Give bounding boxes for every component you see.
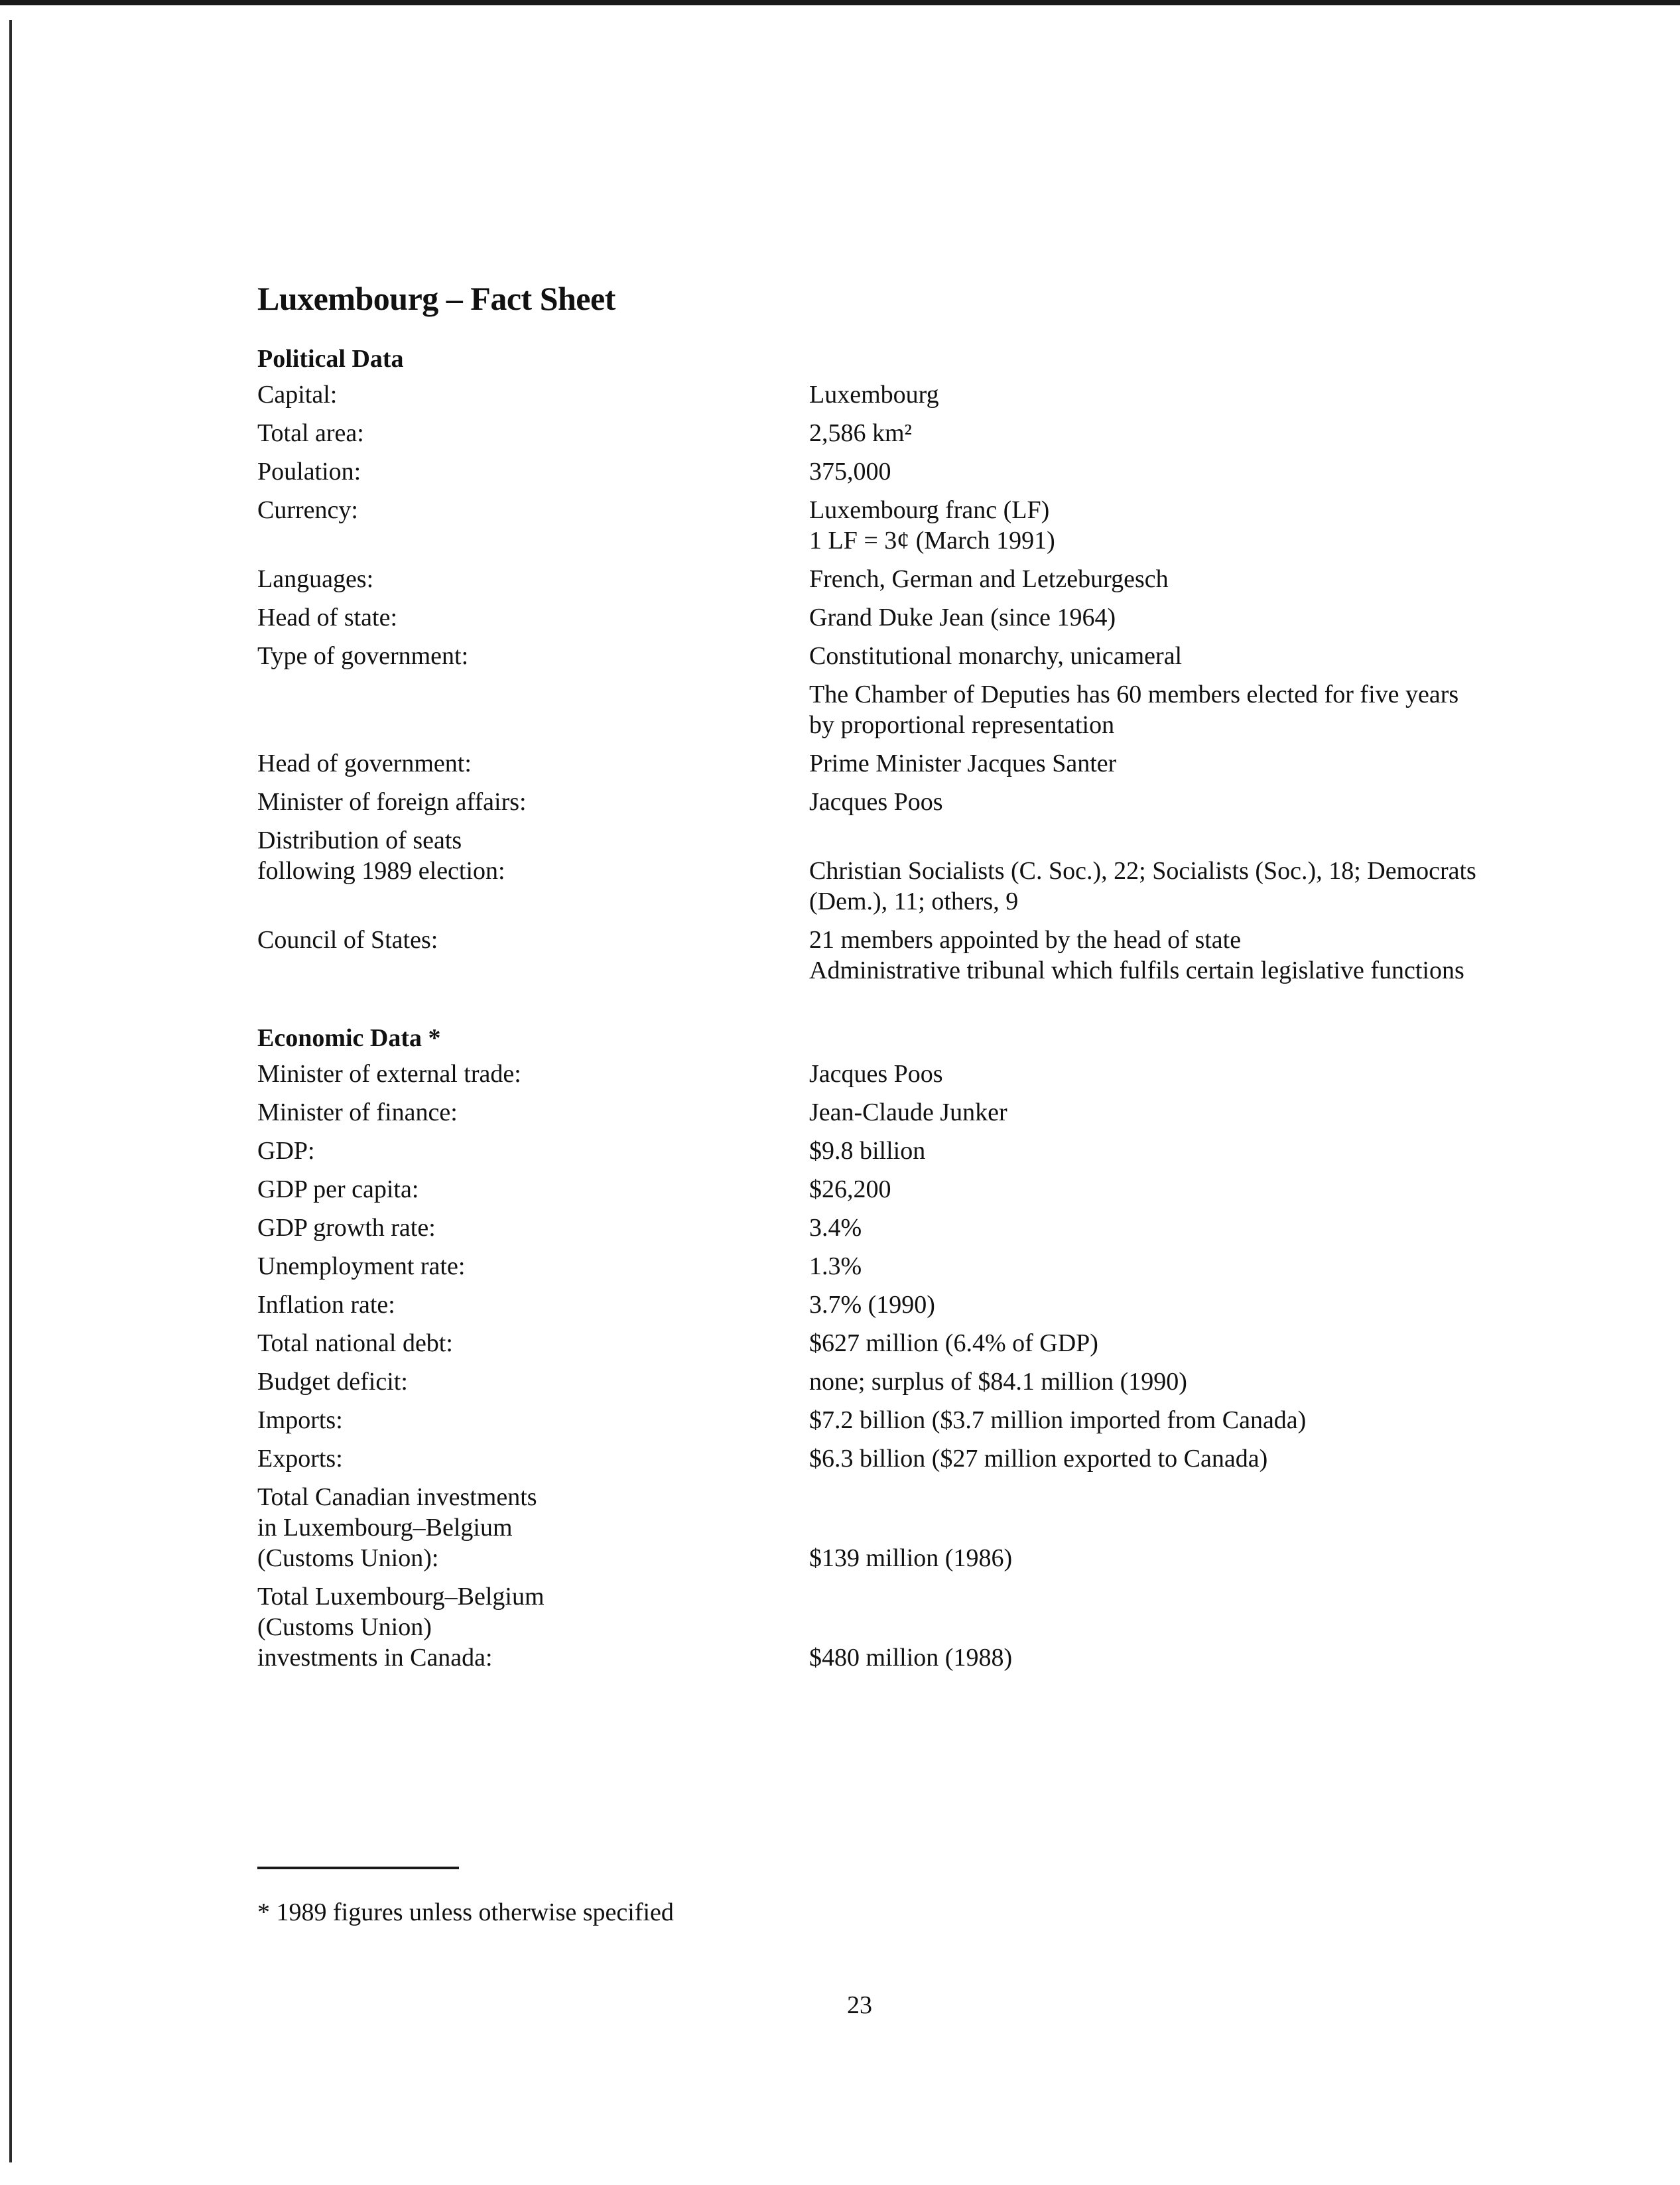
- political-row: [257, 783, 1518, 821]
- economic-row: [257, 1362, 1518, 1401]
- row-value-total-national-debt: $627 million (6.4% of GDP): [809, 1329, 1098, 1357]
- row-label-gdp: GDP:: [257, 1137, 315, 1165]
- footnote: * 1989 figures unless otherwise specified: [257, 1898, 674, 1926]
- row-value-languages: French, German and Letzeburgesch: [809, 565, 1169, 593]
- economic-row: [257, 1132, 1518, 1170]
- row-label-gdp-per-capita: GDP per capita:: [257, 1175, 419, 1203]
- political-data-heading: Political Data: [257, 345, 404, 373]
- row-value-currency: Luxembourg franc (LF) 1 LF = 3¢ (March 1991): [809, 496, 1055, 555]
- row-label-type-of-government: Type of government:: [257, 642, 469, 670]
- row-label-budget-deficit: Budget deficit:: [257, 1368, 408, 1396]
- row-value-council-of-states: 21 members appointed by the head of state Administrative tribunal which fulfils certain legislative functions: [809, 926, 1464, 984]
- row-value-minister-of-finance: Jean-Claude Junker: [809, 1098, 1007, 1126]
- economic-row: [257, 1209, 1518, 1247]
- row-label-total-national-debt: Total national debt:: [257, 1329, 453, 1357]
- economic-row: [257, 1093, 1518, 1132]
- row-value-luxembourg-belgium-investments: $480 million (1988): [809, 1644, 1013, 1672]
- economic-row: [257, 1577, 1518, 1677]
- political-data-rows: [257, 375, 1518, 990]
- political-row: [257, 452, 1518, 491]
- row-label-exports: Exports:: [257, 1445, 343, 1473]
- political-row: [257, 414, 1518, 452]
- row-value-canadian-investments: $139 million (1986): [809, 1544, 1013, 1572]
- footnote-divider: [257, 1867, 459, 1869]
- top-scan-border: [0, 0, 1680, 5]
- economic-row: [257, 1247, 1518, 1286]
- row-label-currency: Currency:: [257, 496, 358, 524]
- economic-row: [257, 1170, 1518, 1209]
- row-value-gdp-per-capita: $26,200: [809, 1175, 891, 1203]
- row-label-gdp-growth-rate: GDP growth rate:: [257, 1214, 436, 1242]
- row-value-exports: $6.3 billion ($27 million exported to Canada): [809, 1445, 1268, 1473]
- row-value-unemployment-rate: 1.3%: [809, 1252, 862, 1280]
- economic-data-section: [257, 1022, 1518, 1677]
- political-row: [257, 560, 1518, 598]
- economic-row: [257, 1478, 1518, 1577]
- row-label-languages: Languages:: [257, 565, 374, 593]
- row-value-inflation-rate: 3.7% (1990): [809, 1291, 935, 1319]
- political-row: [257, 598, 1518, 637]
- row-value-chamber-of-deputies: The Chamber of Deputies has 60 members elected for five years by proportional representation: [809, 681, 1459, 739]
- row-label-minister-of-external-trade: Minister of external trade:: [257, 1060, 521, 1088]
- left-scan-edge: [9, 20, 12, 2162]
- row-value-type-of-government: Constitutional monarchy, unicameral: [809, 642, 1183, 670]
- economic-data-rows: [257, 1055, 1518, 1677]
- row-label-population: Poulation:: [257, 458, 361, 486]
- row-label-unemployment-rate: Unemployment rate:: [257, 1252, 466, 1280]
- political-row: [257, 637, 1518, 675]
- economic-row: [257, 1055, 1518, 1093]
- row-label-minister-of-finance: Minister of finance:: [257, 1098, 458, 1126]
- row-value-budget-deficit: none; surplus of $84.1 million (1990): [809, 1368, 1187, 1396]
- row-label-total-area: Total area:: [257, 419, 364, 447]
- political-row: [257, 675, 1518, 744]
- row-label-head-of-state: Head of state:: [257, 604, 398, 631]
- page-title: Luxembourg – Fact Sheet: [257, 280, 615, 317]
- row-label-imports: Imports:: [257, 1406, 343, 1434]
- page-number: 23: [847, 1991, 872, 2019]
- economic-row: [257, 1439, 1518, 1478]
- row-label-council-of-states: Council of States:: [257, 926, 438, 954]
- row-label-canadian-investments: Total Canadian investments in Luxembourg–Belgium (Customs Union):: [257, 1483, 537, 1572]
- political-row: [257, 821, 1518, 921]
- row-label-blank: [257, 675, 809, 683]
- economic-row: [257, 1401, 1518, 1439]
- row-value-gdp-growth-rate: 3.4%: [809, 1214, 862, 1242]
- row-label-capital: Capital:: [257, 381, 338, 409]
- row-label-head-of-government: Head of government:: [257, 750, 472, 777]
- row-label-inflation-rate: Inflation rate:: [257, 1291, 395, 1319]
- row-label-distribution-of-seats: Distribution of seats following 1989 election:: [257, 827, 505, 885]
- row-value-total-area: 2,586 km²: [809, 419, 912, 447]
- political-row: [257, 744, 1518, 783]
- row-value-capital: Luxembourg: [809, 381, 939, 409]
- political-data-section: [257, 342, 1518, 990]
- row-value-minister-of-external-trade: Jacques Poos: [809, 1060, 943, 1088]
- political-row: [257, 375, 1518, 414]
- row-value-head-of-state: Grand Duke Jean (since 1964): [809, 604, 1116, 631]
- row-value-distribution-of-seats: Christian Socialists (C. Soc.), 22; Socialists (Soc.), 18; Democrats (Dem.), 11; others, 9: [809, 857, 1476, 915]
- fact-sheet: [257, 279, 1518, 1677]
- row-label-minister-of-foreign-affairs: Minister of foreign affairs:: [257, 788, 527, 816]
- row-value-imports: $7.2 billion ($3.7 million imported from Canada): [809, 1406, 1307, 1434]
- political-row: [257, 491, 1518, 560]
- row-label-luxembourg-belgium-investments: Total Luxembourg–Belgium (Customs Union) investments in Canada:: [257, 1583, 545, 1672]
- row-value-gdp: $9.8 billion: [809, 1137, 926, 1165]
- row-value-minister-of-foreign-affairs: Jacques Poos: [809, 788, 943, 816]
- political-row: [257, 921, 1518, 990]
- row-value-population: 375,000: [809, 458, 891, 486]
- economic-row: [257, 1324, 1518, 1362]
- row-value-head-of-government: Prime Minister Jacques Santer: [809, 750, 1117, 777]
- economic-row: [257, 1286, 1518, 1324]
- economic-data-heading: Economic Data *: [257, 1024, 441, 1052]
